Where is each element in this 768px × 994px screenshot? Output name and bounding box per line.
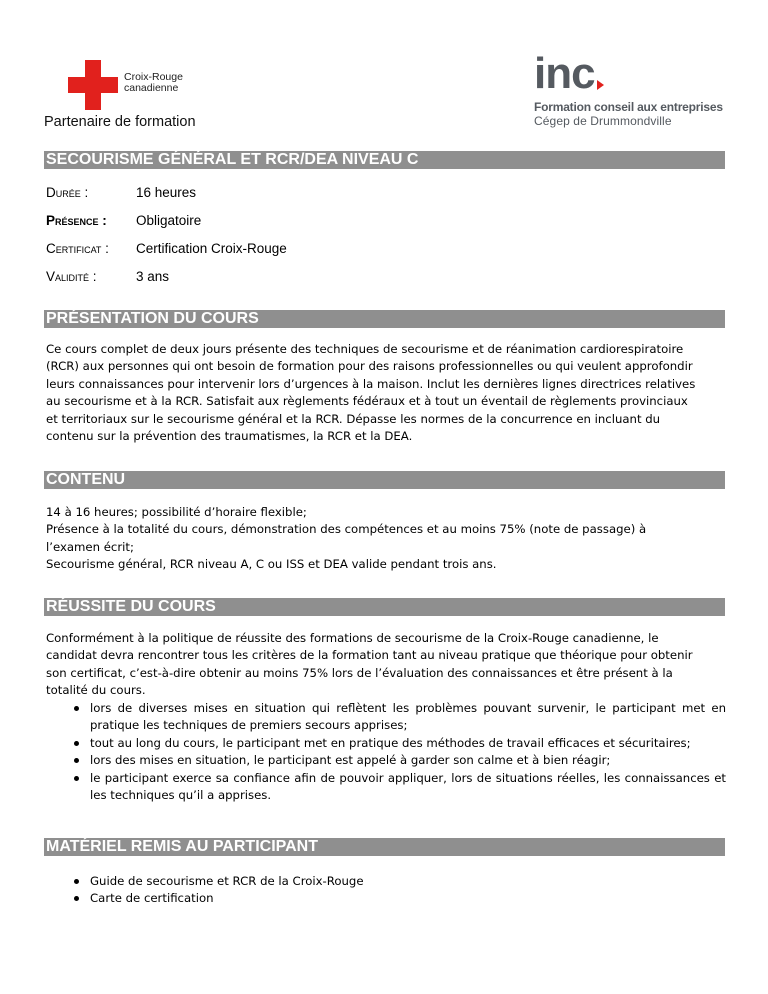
contenu-text	[46, 504, 726, 574]
text-line: son certificat, c’est-à-dire obtenir au moins 75% lors de l’évaluation des connaissances et être présent à la	[46, 665, 673, 680]
reussite-text	[46, 630, 726, 700]
text-line: candidat devra rencontrer tous les critères de la formation tant au niveau pratique que théorique pour obtenir	[46, 648, 693, 663]
info-value: Certification Croix-Rouge	[136, 241, 287, 256]
text-line: Présence à la totalité du cours, démonstration des compétences et au moins 75% (note de passage) à	[46, 522, 647, 537]
text-line: et territoriaux sur le secourisme général et la RCR. Dépasse les normes de la concurrence en incluant du	[46, 411, 661, 426]
materiel-bullet-list	[70, 873, 726, 908]
text-line: (RCR) aux personnes qui ont besoin de formation pour des raisons professionnelles ou qui veulent approfondir	[46, 359, 693, 374]
reussite-bullet-list	[70, 700, 726, 804]
list-item: tout au long du cours, le participant met en pratique des méthodes de travail efficaces et sécuritaires;	[70, 735, 726, 752]
text-line: 14 à 16 heures; possibilité d’horaire flexible;	[46, 505, 307, 519]
list-item: lors des mises en situation, le participant est appelé à garder son calme et à bien réagir;	[70, 752, 726, 769]
info-value: 16 heures	[136, 185, 197, 200]
text-line: Conformément à la politique de réussite des formations de secourisme de la Croix-Rouge canadienne, le	[46, 631, 659, 645]
section-title-reussite: RÉUSSITE DU COURS	[44, 598, 725, 616]
section-title-contenu: CONTENU	[44, 471, 725, 489]
list-item: Guide de secourisme et RCR de la Croix-Rouge	[70, 873, 726, 890]
text-line: Secourisme général, RCR niveau A, C ou ISS et DEA valide pendant trois ans.	[46, 557, 497, 572]
list-item: Carte de certification	[70, 890, 726, 907]
list-item: lors de diverses mises en situation qui reflètent les problèmes pouvant survenir, le participant met en pratique les techniques de premiers secours apprises;	[70, 700, 726, 735]
text-line: totalité du cours.	[46, 683, 146, 698]
page-header	[0, 0, 768, 140]
text-line: contenu sur la prévention des traumatismes, la RCR et la DEA.	[46, 429, 413, 444]
section-title-presentation: PRÉSENTATION DU COURS	[44, 310, 725, 328]
arrow-icon	[597, 80, 604, 90]
info-label: Validité :	[46, 269, 97, 284]
course-title: SECOURISME GÉNÉRAL ET RCR/DEA NIVEAU C	[44, 151, 725, 169]
info-value: 3 ans	[136, 269, 170, 284]
info-value: Obligatoire	[136, 213, 202, 228]
inc-tagline: Formation conseil aux entreprises	[534, 100, 723, 114]
list-item: le participant exerce sa confiance afin de pouvoir appliquer, lors de situations réelles, les connaissances et les techniques qu’il a apprises.	[70, 770, 726, 805]
section-title-materiel: MATÉRIEL REMIS AU PARTICIPANT	[44, 838, 725, 856]
text-line: Ce cours complet de deux jours présente des techniques de secourisme et de réanimation cardiorespiratoire	[46, 342, 684, 356]
inc-college: Cégep de Drummondville	[534, 114, 672, 128]
red-cross-icon	[68, 60, 118, 110]
presentation-text	[46, 341, 726, 445]
text-line: l’examen écrit;	[46, 539, 134, 554]
partner-label: Partenaire de formation	[44, 114, 196, 130]
inc-logo	[534, 50, 734, 128]
info-label: Présence :	[46, 213, 107, 228]
text-line: leurs connaissances pour intervenir lors d’urgences à la maison. Inclut les dernières lignes directrices relatives	[46, 376, 696, 391]
info-label: Certificat :	[46, 241, 109, 256]
inc-wordmark: inc	[534, 49, 595, 98]
red-cross-name: Croix-Rouge canadienne	[124, 71, 183, 94]
text-line: au secourisme et à la RCR. Satisfait aux règlements fédéraux et à tout un éventail de règlements provinciaux	[46, 394, 688, 409]
info-label: Durée :	[46, 185, 89, 200]
